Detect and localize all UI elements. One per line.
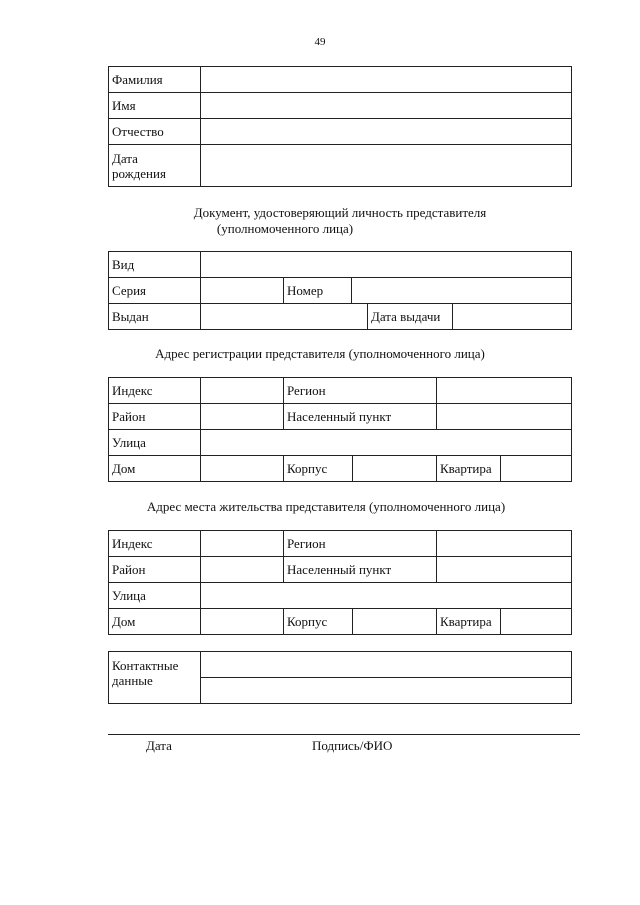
reg-apartment-label: Квартира <box>437 456 501 482</box>
document-table <box>108 251 572 330</box>
res-settlement-label: Населенный пункт <box>284 557 437 583</box>
surname-label: Фамилия <box>109 67 201 93</box>
personal-data-table <box>108 66 572 187</box>
birth-date-label-line1: Дата <box>112 151 138 166</box>
reg-house-label: Дом <box>109 456 201 482</box>
birth-date-label <box>109 145 201 187</box>
reg-region-label: Регион <box>284 378 437 404</box>
contacts-field-2[interactable] <box>201 678 572 704</box>
res-settlement-field[interactable] <box>437 557 572 583</box>
res-apartment-field[interactable] <box>501 609 572 635</box>
document-heading <box>108 205 572 237</box>
res-apartment-label: Квартира <box>437 609 501 635</box>
surname-field[interactable] <box>201 67 572 93</box>
signature-line <box>108 734 580 735</box>
doc-series-label: Серия <box>109 278 201 304</box>
page-number: 49 <box>314 36 326 48</box>
contacts-label <box>109 652 201 704</box>
res-street-label: Улица <box>109 583 201 609</box>
res-region-label: Регион <box>284 531 437 557</box>
patronymic-label: Отчество <box>109 119 201 145</box>
doc-issued-field[interactable] <box>201 304 368 330</box>
reg-street-label: Улица <box>109 430 201 456</box>
doc-issue-date-field[interactable] <box>453 304 572 330</box>
reg-settlement-label: Населенный пункт <box>284 404 437 430</box>
doc-issue-date-label: Дата выдачи <box>368 304 453 330</box>
res-district-field[interactable] <box>201 557 284 583</box>
res-house-label: Дом <box>109 609 201 635</box>
res-house-field[interactable] <box>201 609 284 635</box>
name-field[interactable] <box>201 93 572 119</box>
registration-address-table <box>108 377 572 482</box>
document-heading-line2: (уполномоченного лица) <box>216 221 354 236</box>
document-heading-line1: Документ, удостоверяющий личность представителя <box>193 205 487 220</box>
birth-date-label-line2: рождения <box>112 166 166 181</box>
reg-district-label: Район <box>109 404 201 430</box>
reg-apartment-field[interactable] <box>501 456 572 482</box>
res-building-field[interactable] <box>353 609 437 635</box>
reg-house-field[interactable] <box>201 456 284 482</box>
reg-region-field[interactable] <box>437 378 572 404</box>
doc-number-label: Номер <box>284 278 352 304</box>
reg-index-label: Индекс <box>109 378 201 404</box>
reg-street-field[interactable] <box>201 430 572 456</box>
signature-name-label: Подпись/ФИО <box>312 738 393 753</box>
residence-heading: Адрес места жительства представителя (уполномоченного лица) <box>146 499 506 514</box>
doc-number-field[interactable] <box>352 278 572 304</box>
contacts-field-1[interactable] <box>201 652 572 678</box>
res-street-field[interactable] <box>201 583 572 609</box>
registration-heading: Адрес регистрации представителя (уполномоченного лица) <box>155 346 485 361</box>
doc-type-field[interactable] <box>201 252 572 278</box>
signature-date-label: Дата <box>146 738 172 753</box>
reg-building-label: Корпус <box>284 456 353 482</box>
doc-series-field[interactable] <box>201 278 284 304</box>
patronymic-field[interactable] <box>201 119 572 145</box>
res-index-field[interactable] <box>201 531 284 557</box>
doc-type-label: Вид <box>109 252 201 278</box>
residence-address-table <box>108 530 572 635</box>
reg-building-field[interactable] <box>353 456 437 482</box>
res-district-label: Район <box>109 557 201 583</box>
contacts-table <box>108 651 572 704</box>
reg-index-field[interactable] <box>201 378 284 404</box>
birth-date-field[interactable] <box>201 145 572 187</box>
contacts-label-line2: данные <box>112 673 153 688</box>
res-index-label: Индекс <box>109 531 201 557</box>
contacts-label-line1: Контактные <box>112 658 179 673</box>
reg-district-field[interactable] <box>201 404 284 430</box>
res-building-label: Корпус <box>284 609 353 635</box>
name-label: Имя <box>109 93 201 119</box>
res-region-field[interactable] <box>437 531 572 557</box>
reg-settlement-field[interactable] <box>437 404 572 430</box>
doc-issued-label: Выдан <box>109 304 201 330</box>
